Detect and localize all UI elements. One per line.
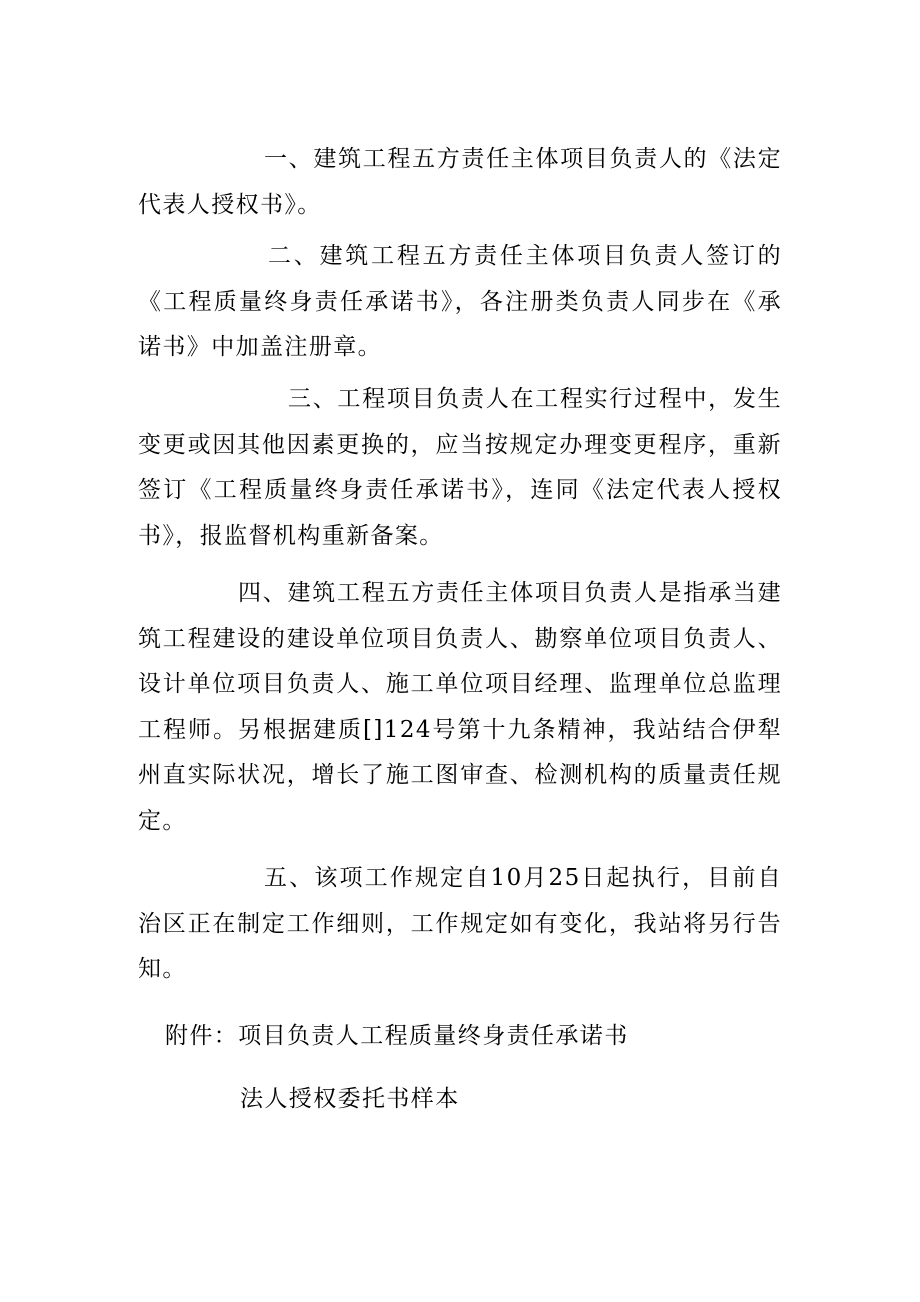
paragraph-2: 二、建筑工程五方责任主体项目负责人签订的《工程质量终身责任承诺书》，各注册类负责人同步在《承诺书》中加盖注册章。 (138, 243, 782, 360)
paragraph-5: 五、该项工作规定自10月25日起执行，目前自治区正在制定工作细则，工作规定如有变化，我站将另行告知。 (138, 865, 782, 982)
attachment-line-2: 法人授权委托书样本 (240, 1086, 460, 1112)
paragraph-4: 四、建筑工程五方责任主体项目负责人是指承当建筑工程建设的建设单位项目负责人、勘察单位项目负责人、设计单位项目负责人、施工单位项目经理、监理单位总监理工程师。另根据建质[]124号第十九条精神，我站结合伊犁州直实际状况，增长了施工图审查、检测机构的质量责任规定。 (138, 580, 782, 834)
paragraph-1: 一、建筑工程五方责任主体项目负责人的《法定代表人授权书》。 (138, 146, 782, 218)
paragraph-3: 三、工程项目负责人在工程实行过程中，发生变更或因其他因素更换的，应当按规定办理变更程序，重新签订《工程质量终身责任承诺书》，连同《法定代表人授权书》，报监督机构重新备案。 (138, 386, 782, 549)
attachment-line-1: 附件：项目负责人工程质量终身责任承诺书 (165, 1023, 629, 1049)
